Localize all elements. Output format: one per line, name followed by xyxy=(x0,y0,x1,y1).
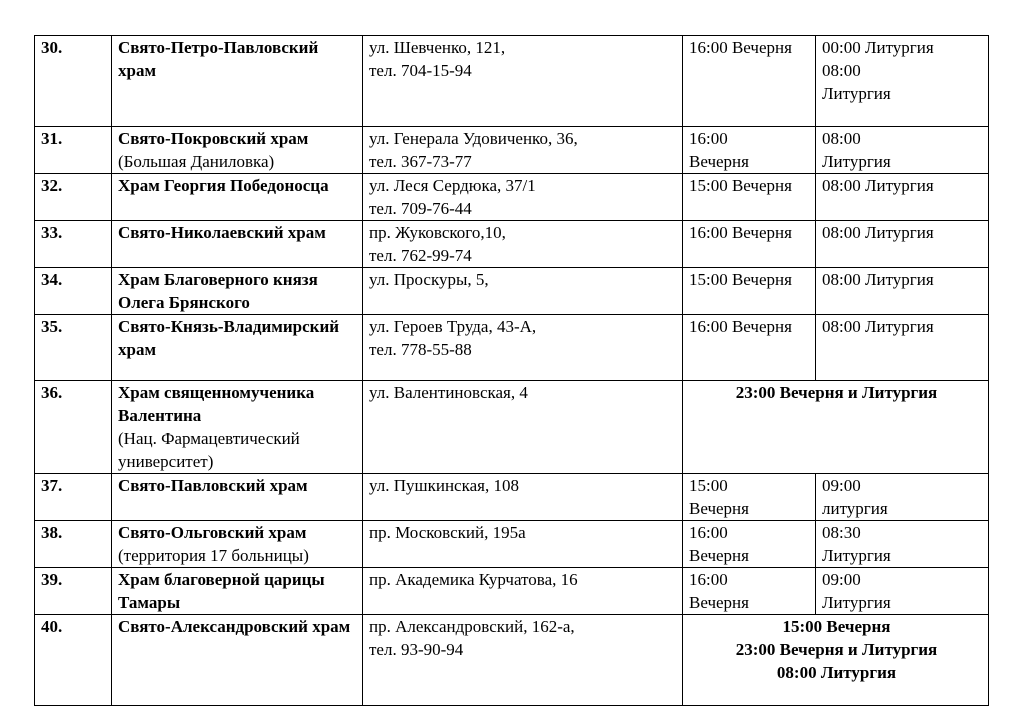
church-name: Свято-Ольговский храм xyxy=(118,523,307,542)
address-cell xyxy=(363,381,683,474)
church-cell xyxy=(112,221,363,268)
church-name: Свято-Покровский храм xyxy=(118,129,309,148)
table-row xyxy=(35,268,989,315)
church-cell xyxy=(112,474,363,521)
address-line: пр. Московский, 195а xyxy=(369,523,526,542)
church-cell xyxy=(112,36,363,127)
church-cell xyxy=(112,127,363,174)
evening-service-text: 16:00 Вечерня xyxy=(689,523,749,565)
phone-line: тел. 93-90-94 xyxy=(369,640,464,659)
morning-service-cell xyxy=(816,315,989,381)
table-row xyxy=(35,315,989,381)
address-cell xyxy=(363,474,683,521)
phone-line: тел. 762-99-74 xyxy=(369,246,472,265)
morning-service-cell xyxy=(816,221,989,268)
morning-service-text: 08:00 Литургия xyxy=(822,317,934,336)
row-number: 39. xyxy=(35,568,112,615)
address-line: ул. Леся Сердюка, 37/1 xyxy=(369,176,536,195)
church-name: Храм священномученика Валентина xyxy=(118,383,315,425)
address-cell xyxy=(363,521,683,568)
church-name: Свято-Павловский храм xyxy=(118,476,308,495)
church-cell xyxy=(112,381,363,474)
address-line: пр. Жуковского,10, xyxy=(369,223,506,242)
church-note: (Большая Даниловка) xyxy=(118,152,275,171)
church-name: Храм Благоверного князя Олега Брянского xyxy=(118,270,318,312)
morning-service-text: 08:00 Литургия xyxy=(822,223,934,242)
church-note: (Нац. Фармацевтический университет) xyxy=(118,429,300,471)
row-number: 40. xyxy=(35,615,112,706)
morning-service-cell xyxy=(816,568,989,615)
schedule-body xyxy=(35,36,989,706)
phone-line: тел. 704-15-94 xyxy=(369,61,472,80)
church-name: Свято-Николаевский храм xyxy=(118,223,326,242)
morning-service-cell xyxy=(816,521,989,568)
evening-service-cell xyxy=(683,36,816,127)
phone-line: тел. 367-73-77 xyxy=(369,152,472,171)
church-cell xyxy=(112,615,363,706)
table-row xyxy=(35,381,989,474)
address-cell xyxy=(363,568,683,615)
evening-service-text: 16:00 Вечерня xyxy=(689,317,792,336)
row-number: 31. xyxy=(35,127,112,174)
address-line: пр. Академика Курчатова, 16 xyxy=(369,570,578,589)
service-merged-text: 15:00 Вечерня 23:00 Вечерня и Литургия 08:00 Литургия xyxy=(735,617,938,682)
evening-service-text: 16:00 Вечерня xyxy=(689,38,792,57)
address-cell xyxy=(363,268,683,315)
church-note: (территория 17 больницы) xyxy=(118,546,309,565)
evening-service-cell xyxy=(683,268,816,315)
table-row xyxy=(35,615,989,706)
evening-service-cell xyxy=(683,127,816,174)
row-number: 33. xyxy=(35,221,112,268)
address-line: пр. Александровский, 162-а, xyxy=(369,617,575,636)
evening-service-text: 15:00 Вечерня xyxy=(689,476,749,518)
evening-service-cell xyxy=(683,221,816,268)
morning-service-text: 09:00 Литургия xyxy=(822,570,891,612)
address-cell xyxy=(363,174,683,221)
phone-line: тел. 778-55-88 xyxy=(369,340,472,359)
row-number: 30. xyxy=(35,36,112,127)
address-line: ул. Шевченко, 121, xyxy=(369,38,506,57)
church-cell xyxy=(112,268,363,315)
table-row xyxy=(35,221,989,268)
address-cell xyxy=(363,315,683,381)
evening-service-text: 15:00 Вечерня xyxy=(689,270,792,289)
morning-service-text: 08:30 Литургия xyxy=(822,523,891,565)
evening-service-text: 16:00 Вечерня xyxy=(689,223,792,242)
morning-service-text: 09:00 литургия xyxy=(822,476,888,518)
morning-service-cell xyxy=(816,268,989,315)
morning-service-cell xyxy=(816,36,989,127)
evening-service-cell xyxy=(683,474,816,521)
address-cell xyxy=(363,221,683,268)
church-cell xyxy=(112,174,363,221)
church-cell xyxy=(112,568,363,615)
table-row xyxy=(35,127,989,174)
phone-line: тел. 709-76-44 xyxy=(369,199,472,218)
service-merged-text: 23:00 Вечерня и Литургия xyxy=(735,383,938,402)
church-cell xyxy=(112,521,363,568)
evening-service-cell xyxy=(683,315,816,381)
church-cell xyxy=(112,315,363,381)
table-row xyxy=(35,36,989,127)
schedule-table xyxy=(34,35,989,706)
address-line: ул. Валентиновская, 4 xyxy=(369,383,528,402)
table-row xyxy=(35,174,989,221)
morning-service-text: 08:00 Литургия xyxy=(822,129,891,171)
service-merged-cell xyxy=(683,381,989,474)
evening-service-cell xyxy=(683,521,816,568)
address-line: ул. Проскуры, 5, xyxy=(369,270,489,289)
evening-service-text: 16:00 Вечерня xyxy=(689,129,749,171)
church-name: Храм благоверной царицы Тамары xyxy=(118,570,325,612)
address-cell xyxy=(363,36,683,127)
church-name: Свято-Петро-Павловский храм xyxy=(118,38,319,80)
morning-service-cell xyxy=(816,127,989,174)
morning-service-text: 08:00 Литургия xyxy=(822,176,934,195)
address-cell xyxy=(363,127,683,174)
evening-service-cell xyxy=(683,174,816,221)
morning-service-cell xyxy=(816,174,989,221)
row-number: 35. xyxy=(35,315,112,381)
row-number: 37. xyxy=(35,474,112,521)
row-number: 34. xyxy=(35,268,112,315)
row-number: 36. xyxy=(35,381,112,474)
morning-service-cell xyxy=(816,474,989,521)
table-row xyxy=(35,568,989,615)
table-row xyxy=(35,474,989,521)
table-row xyxy=(35,521,989,568)
evening-service-text: 16:00 Вечерня xyxy=(689,570,749,612)
address-line: ул. Пушкинская, 108 xyxy=(369,476,519,495)
row-number: 38. xyxy=(35,521,112,568)
row-number: 32. xyxy=(35,174,112,221)
service-merged-cell xyxy=(683,615,989,706)
address-cell xyxy=(363,615,683,706)
address-line: ул. Героев Труда, 43-А, xyxy=(369,317,537,336)
church-name: Свято-Князь-Владимирский храм xyxy=(118,317,340,359)
evening-service-text: 15:00 Вечерня xyxy=(689,176,792,195)
church-name: Свято-Александровский храм xyxy=(118,617,351,636)
evening-service-cell xyxy=(683,568,816,615)
church-name: Храм Георгия Победоносца xyxy=(118,176,329,195)
morning-service-text: 00:00 Литургия 08:00 Литургия xyxy=(822,38,934,103)
address-line: ул. Генерала Удовиченко, 36, xyxy=(369,129,578,148)
morning-service-text: 08:00 Литургия xyxy=(822,270,934,289)
